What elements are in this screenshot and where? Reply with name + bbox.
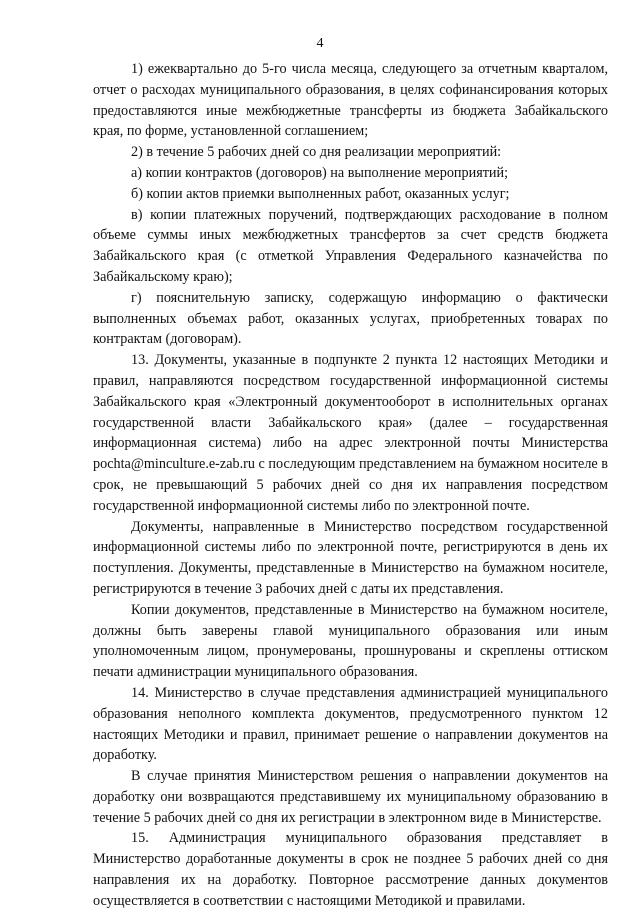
paragraph-within-5-days: 2) в течение 5 рабочих дней со дня реализации мероприятий: [131, 144, 502, 161]
document-body [93, 59, 608, 912]
paragraph-registration: Документы, направленные в Министерство посредством государственной информационной системы либо по электронной почте, регистрируются в день их поступления. Документы, представленные в Министерство на бумажном носителе, регистрируются в течение 3 рабочих дней с даты их представления. [93, 518, 608, 597]
paragraph-contract-copies: а) копии контрактов (договоров) на выполнение мероприятий; [131, 164, 509, 181]
paragraph-payment-orders: в) копии платежных поручений, подтверждающих расходование в полном объеме суммы иных межбюджетных трансфертов за счет средств бюджета Забайкальского края (с отметкой Управления Федерального казначейства по Забайкальскому краю); [93, 206, 608, 285]
paragraph-certified-copies: Копии документов, представленные в Министерство на бумажном носителе, должны быть заверены главой муниципального образования или иным уполномоченным лицом, пронумерованы, прошнурованы и скреплены оттиском печати администрации муниципального образования. [93, 601, 608, 681]
paragraph-item-13: 13. Документы, указанные в подпункте 2 пункта 12 настоящих Методики и правил, направляются посредством государственной информационной системы Забайкальского края «Электронный документооборот в исполнительных органах государственной власти Забайкальского края» (далее – государственная информационная система) либо на адрес электронной почты Министерства pochta@minculture.e-zab.ru с последующим представлением на бумажном носителе в срок, не превышающий 5 рабочих дней со дня их направления посредством государственной информационной системы либо по электронной почте. [93, 352, 608, 514]
paragraph-item-15: 15. Администрация муниципального образования представляет в Министерство доработанные документы в срок не позднее 5 рабочих дней со дня направления их на доработку. Повторное рассмотрение данных документов осуществляется в соответствии с настоящими Методикой и правилами. [93, 830, 608, 909]
page-number: 4 [316, 36, 324, 51]
paragraph-return-for-revision: В случае принятия Министерством решения о направлении документов на доработку они возвращаются представившему их муниципальному образованию в течение 5 рабочих дней со дня их регистрации в электронном виде в Министерстве. [93, 768, 608, 826]
paragraph-acceptance-acts: б) копии актов приемки выполненных работ, оказанных услуг; [131, 185, 510, 202]
paragraph-explanatory-note: г) пояснительную записку, содержащую информацию о фактически выполненных объемах работ, оказанных услугах, приобретенных товарах по контрактам (договорам). [93, 289, 608, 348]
paragraph-item-14: 14. Министерство в случае представления администрацией муниципального образования неполного комплекта документов, предусмотренного пунктом 12 настоящих Методики и правил, принимает решение о направлении документов на доработку. [93, 684, 608, 764]
paragraph-quarterly-report: 1) ежеквартально до 5-го числа месяца, следующего за отчетным кварталом, отчет о расходах муниципального образования, в целях софинансирования которых предоставляются иные межбюджетные трансферты из бюджета Забайкальского края, по форме, установленной соглашением; [93, 61, 608, 140]
